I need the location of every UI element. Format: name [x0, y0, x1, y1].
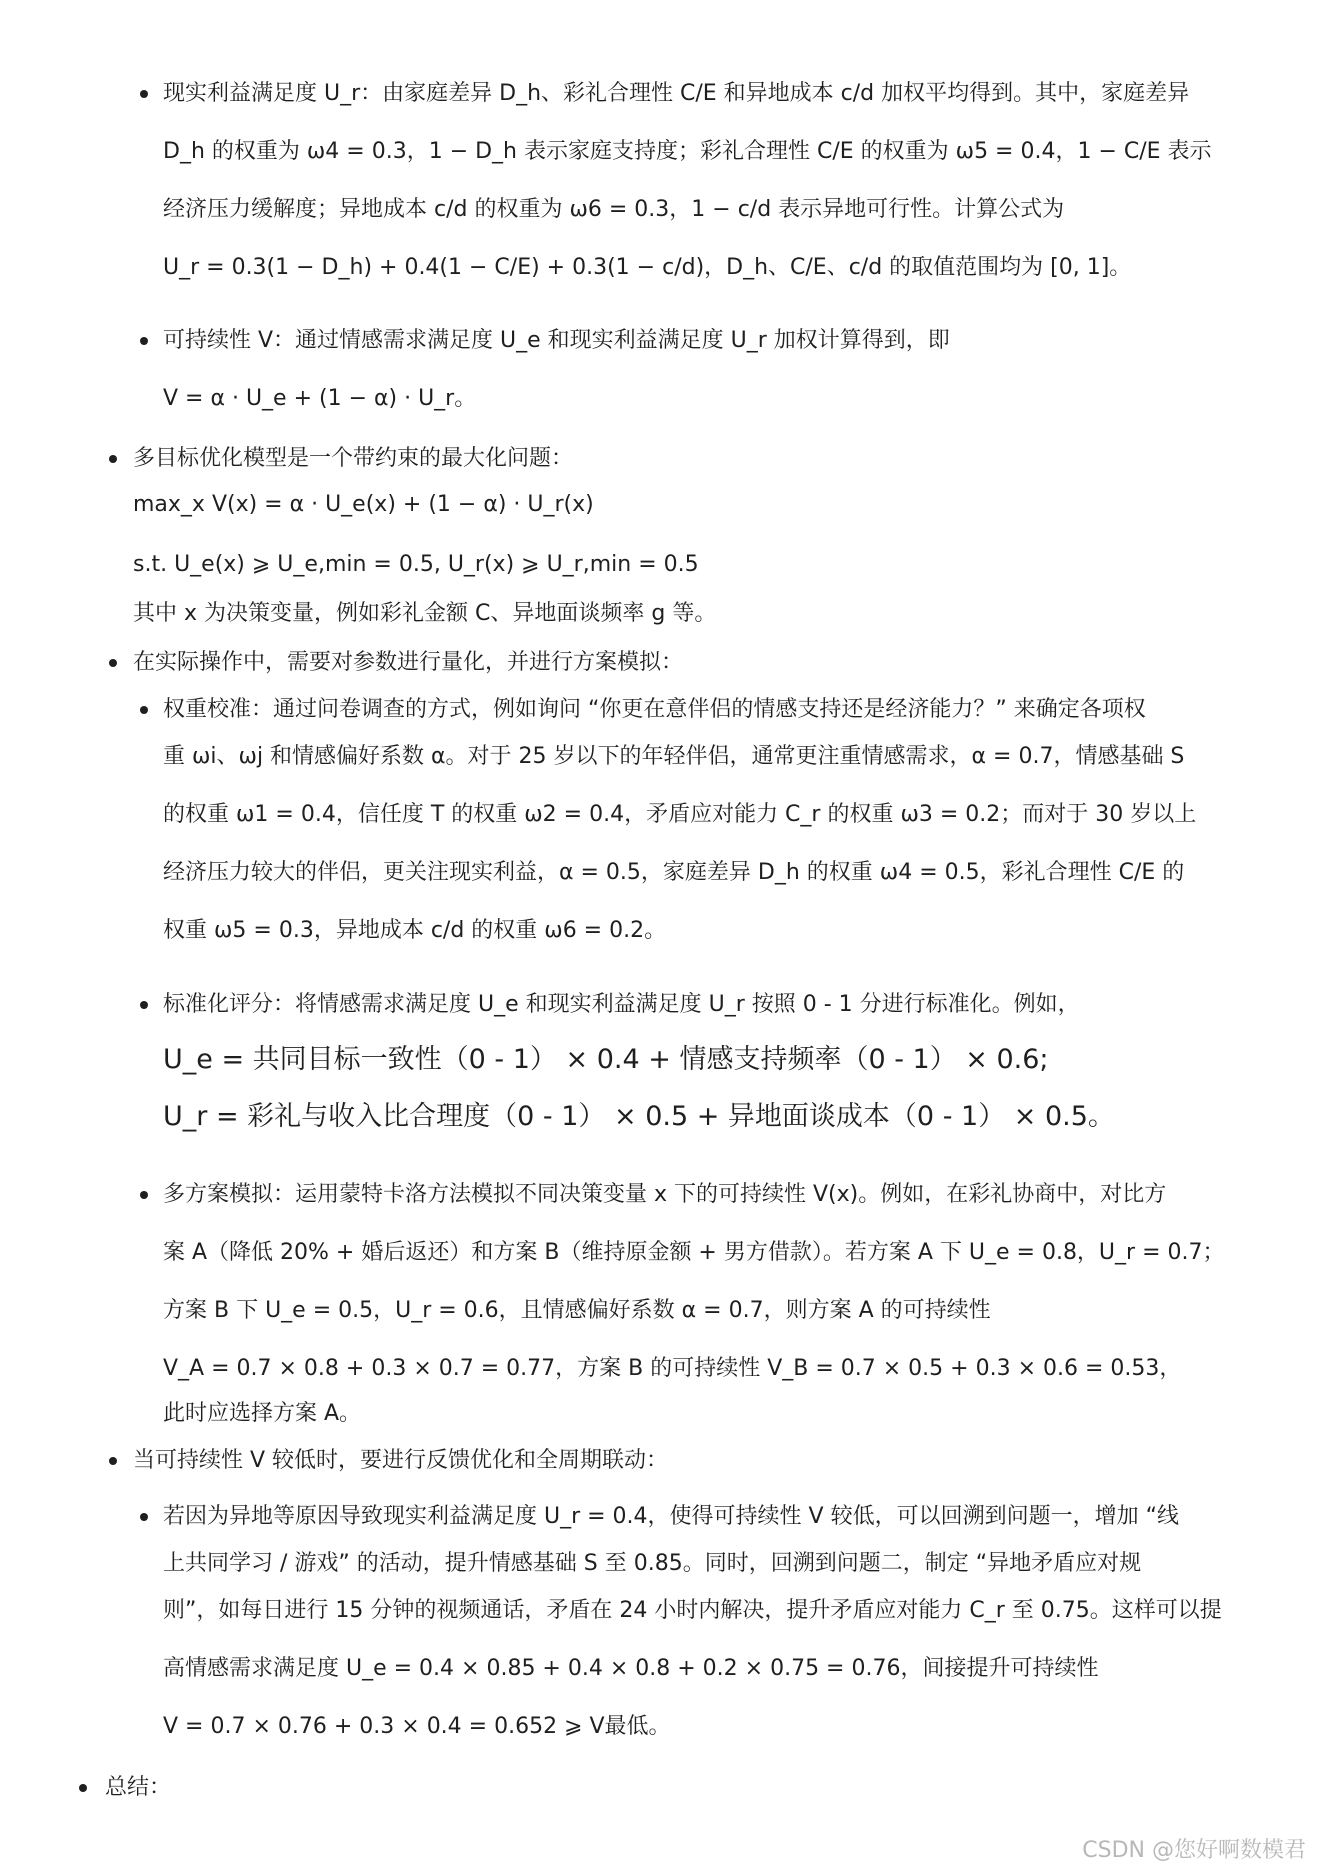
formula-line: max_x V(x) = α · U_e(x) + (1 − α) · U_r(x) [133, 492, 594, 517]
text-line: U_r = 0.3(1 − D_h) + 0.4(1 − C/E) + 0.3(1 − c/d)，D_h、C/E、c/d 的取值范围均为 [0, 1]。 [163, 255, 1132, 280]
bullet [140, 1513, 148, 1521]
text-line: 现实利益满足度 U_r：由家庭差异 D_h、彩礼合理性 C/E 和异地成本 c/d 加权平均得到。其中，家庭差异 [163, 81, 1190, 106]
text-line: 经济压力较大的伴侣，更关注现实利益，α = 0.5，家庭差异 D_h 的权重 ω4 = 0.5，彩礼合理性 C/E 的 [163, 860, 1185, 885]
text-line: 多方案模拟：运用蒙特卡洛方法模拟不同决策变量 x 下的可持续性 V(x)。例如，在彩礼协商中，对比方 [163, 1182, 1167, 1207]
formula-line: V = α · U_e + (1 − α) · U_r。 [163, 386, 477, 411]
text-line: V_A = 0.7 × 0.8 + 0.3 × 0.7 = 0.77，方案 B 的可持续性 V_B = 0.7 × 0.5 + 0.3 × 0.6 = 0.53， [163, 1356, 1182, 1381]
text-line: 则”，如每日进行 15 分钟的视频通话，矛盾在 24 小时内解决，提升矛盾应对能力 C_r 至 0.75。这样可以提 [163, 1598, 1222, 1623]
text-line: 可持续性 V：通过情感需求满足度 U_e 和现实利益满足度 U_r 加权计算得到，即 [163, 328, 950, 353]
text-line: 方案 B 下 U_e = 0.5，U_r = 0.6，且情感偏好系数 α = 0.7，则方案 A 的可持续性 [163, 1298, 991, 1323]
bullet [79, 1784, 87, 1792]
text-line: 经济压力缓解度；异地成本 c/d 的权重为 ω6 = 0.3，1 − c/d 表示异地可行性。计算公式为 [163, 197, 1065, 222]
bullet [140, 1001, 148, 1009]
text-line: 案 A（降低 20% + 婚后返还）和方案 B（维持原金额 + 男方借款）。若方案 A 下 U_e = 0.8，U_r = 0.7； [163, 1240, 1225, 1265]
text-line: 其中 x 为决策变量，例如彩礼金额 C、异地面谈频率 g 等。 [133, 601, 717, 626]
section-heading: 总结： [105, 1775, 172, 1800]
text-line: D_h 的权重为 ω4 = 0.3，1 − D_h 表示家庭支持度；彩礼合理性 C/E 的权重为 ω5 = 0.4，1 − C/E 表示 [163, 139, 1212, 164]
text-line: 权重 ω5 = 0.3，异地成本 c/d 的权重 ω6 = 0.2。 [163, 918, 667, 943]
watermark: CSDN @您好啊数模君 [1082, 1838, 1306, 1863]
text-line: 此时应选择方案 A。 [163, 1401, 362, 1426]
bullet [109, 455, 117, 463]
bullet [140, 706, 148, 714]
bullet [140, 337, 148, 345]
bullet [109, 659, 117, 667]
text-line: 上共同学习 / 游戏” 的活动，提升情感基础 S 至 0.85。同时，回溯到问题二，制定 “异地矛盾应对规 [163, 1551, 1142, 1576]
text-line: 若因为异地等原因导致现实利益满足度 U_r = 0.4，使得可持续性 V 较低，可以回溯到问题一，增加 “线 [163, 1504, 1179, 1529]
text-line: 的权重 ω1 = 0.4，信任度 T 的权重 ω2 = 0.4，矛盾应对能力 C_r 的权重 ω3 = 0.2；而对于 30 岁以上 [163, 802, 1197, 827]
bullet [109, 1457, 117, 1465]
text-line: 高情感需求满足度 U_e = 0.4 × 0.85 + 0.4 × 0.8 + 0.2 × 0.75 = 0.76，间接提升可持续性 [163, 1656, 1099, 1681]
text-line: 在实际操作中，需要对参数进行量化，并进行方案模拟： [133, 650, 684, 675]
formula-line: U_r = 彩礼与收入比合理度（0 - 1） × 0.5 + 异地面谈成本（0 - 1） × 0.5。 [163, 1101, 1115, 1132]
text-line: 权重校准：通过问卷调查的方式，例如询问 “你更在意伴侣的情感支持还是经济能力？” 来确定各项权 [163, 697, 1146, 722]
bullet [140, 90, 148, 98]
formula-line: s.t. U_e(x) ⩾ U_e,min = 0.5, U_r(x) ⩾ U_r,min = 0.5 [133, 552, 699, 577]
text-line: 多目标优化模型是一个带约束的最大化问题： [133, 446, 574, 471]
formula-line: V = 0.7 × 0.76 + 0.3 × 0.4 = 0.652 ⩾ V最低。 [163, 1714, 671, 1739]
formula-line: U_e = 共同目标一致性（0 - 1） × 0.4 + 情感支持频率（0 - 1） × 0.6; [163, 1044, 1049, 1075]
text-line: 标准化评分：将情感需求满足度 U_e 和现实利益满足度 U_r 按照 0 - 1 分进行标准化。例如， [163, 992, 1080, 1017]
text-line: 当可持续性 V 较低时，要进行反馈优化和全周期联动： [133, 1448, 669, 1473]
bullet [140, 1191, 148, 1199]
text-line: 重 ωi、ωj 和情感偏好系数 α。对于 25 岁以下的年轻伴侣，通常更注重情感需求，α = 0.7，情感基础 S [163, 744, 1185, 769]
